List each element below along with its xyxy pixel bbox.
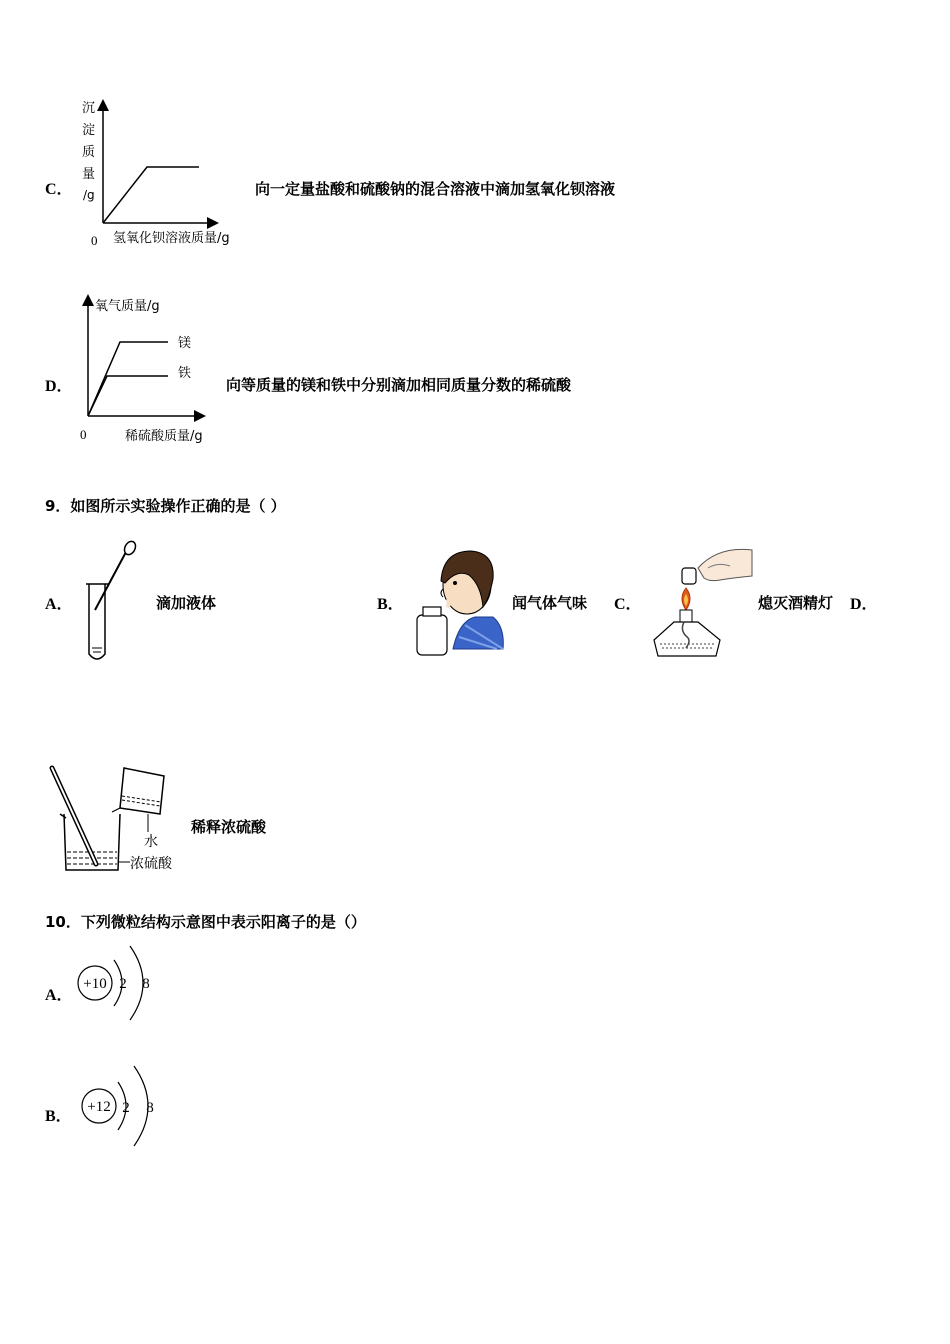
shell-1-electrons: 2 <box>122 1100 130 1116</box>
pouring-beaker <box>120 768 164 814</box>
q8-option-c-letter: C． <box>45 181 73 198</box>
q8-option-c-description: 向一定量盐酸和硫酸钠的混合溶液中滴加氢氧化钡溶液 <box>255 180 616 198</box>
q10-option-a-letter: A． <box>45 987 73 1004</box>
lamp-cap <box>682 568 696 584</box>
y-label-char: /g <box>83 188 95 202</box>
iron-line <box>88 376 168 416</box>
y-label-char: 沉 <box>82 101 96 116</box>
y-axis-label: 氧气质量/g <box>95 299 160 314</box>
q9-option-a-letter: A． <box>45 596 73 613</box>
y-label-char: 质 <box>82 145 96 160</box>
q9-stem: 9．如图所示实验操作正确的是（ ） <box>45 497 286 515</box>
magnesium-line <box>88 342 168 416</box>
q9-option-c-label: 熄灭酒精灯 <box>758 594 834 612</box>
smell-gas-illustration <box>413 545 508 660</box>
shell-2-electrons: 8 <box>146 1100 154 1116</box>
beaker <box>64 814 120 870</box>
alcohol-lamp-illustration <box>648 540 756 662</box>
dropper-tube <box>95 552 126 610</box>
origin-label: 0 <box>91 233 98 248</box>
q9-option-d-letter: D． <box>850 596 878 613</box>
magnesium-label: 镁 <box>178 336 192 351</box>
q9-option-b-label: 闻气体气味 <box>512 594 588 612</box>
acid-label: 浓硫酸 <box>130 856 172 872</box>
q10-option-b-letter: B． <box>45 1108 72 1125</box>
q8-option-d-graph <box>72 292 232 452</box>
nucleus-charge: +10 <box>83 976 107 992</box>
nucleus-charge: +12 <box>87 1099 111 1115</box>
q9-option-b-letter: B． <box>377 596 404 613</box>
q10-stem: 10．下列微粒结构示意图中表示阳离子的是（） <box>45 913 366 931</box>
dropper-illustration <box>80 540 142 665</box>
shell-1-electrons: 2 <box>119 976 127 992</box>
x-axis-label: 氢氧化钡溶液质量/g <box>113 231 230 246</box>
x-axis-label: 稀硫酸质量/g <box>125 429 203 444</box>
electron-shell-2 <box>130 946 143 1020</box>
gas-bottle <box>417 615 447 655</box>
water-label: 水 <box>144 834 158 850</box>
q9-option-c-letter: C． <box>614 596 642 613</box>
y-label-char: 淀 <box>82 123 96 138</box>
y-label-char: 量 <box>82 167 96 182</box>
lamp-body <box>654 622 720 656</box>
atom-structure-b <box>78 1062 168 1152</box>
q9-option-d-label: 稀释浓硫酸 <box>191 818 267 836</box>
precipitate-curve <box>103 167 199 223</box>
atom-structure-a <box>74 940 164 1030</box>
q8-option-d-letter: D． <box>45 378 73 395</box>
iron-label: 铁 <box>178 366 192 381</box>
origin-label: 0 <box>80 427 87 442</box>
q8-option-d-description: 向等质量的镁和铁中分别滴加相同质量分数的稀硫酸 <box>226 376 572 394</box>
q9-option-a-label: 滴加液体 <box>156 594 217 612</box>
dilution-illustration <box>44 762 194 880</box>
q8-option-c-graph <box>75 95 260 255</box>
shell-2-electrons: 8 <box>142 976 150 992</box>
